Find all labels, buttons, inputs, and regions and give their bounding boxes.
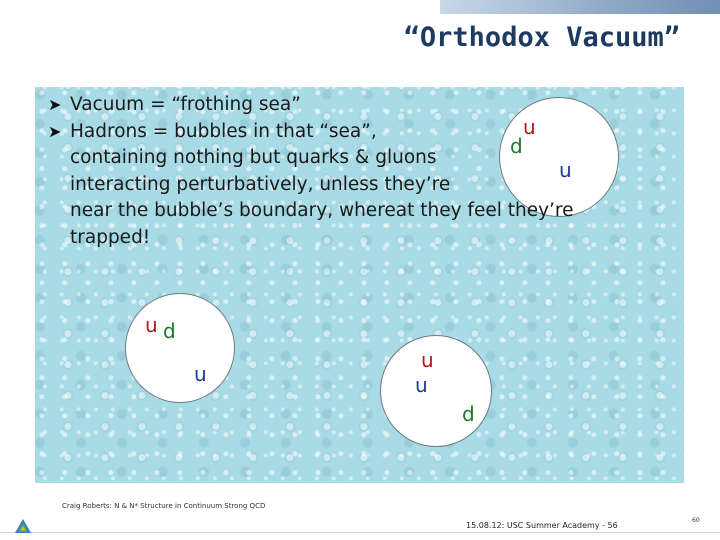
bullet-continuation: near the bubble’s boundary, whereat they feel they’re xyxy=(70,200,574,221)
bullet-continuation: interacting perturbatively, unless they’re xyxy=(70,173,451,195)
quark-label: u xyxy=(523,115,536,139)
arrow-bullet-icon: ➤ xyxy=(48,95,62,114)
bullet-item xyxy=(48,92,688,119)
quark-label: u xyxy=(415,373,428,397)
hadron-bubble xyxy=(380,335,492,447)
footer-divider xyxy=(0,532,720,533)
bullet-continuation: containing nothing but quarks & gluons xyxy=(70,147,437,168)
bullet-text: Vacuum = “frothing sea” xyxy=(70,94,301,115)
header-accent-band xyxy=(440,0,720,14)
footer-author: Craig Roberts: N & N* Structure in Continuum Strong QCD xyxy=(62,502,266,510)
quark-label: u xyxy=(421,348,434,372)
quark-label: u xyxy=(559,158,572,182)
quark-label: d xyxy=(163,319,176,343)
quark-label: u xyxy=(145,313,158,337)
page-number: 60 xyxy=(692,517,700,524)
bullet-continuation: trapped! xyxy=(70,226,151,248)
footer-event: 15.08.12: USC Summer Academy - 56 xyxy=(466,521,618,530)
quark-label: d xyxy=(462,402,475,426)
arrow-bullet-icon: ➤ xyxy=(48,121,62,141)
bullet-item xyxy=(48,115,688,146)
bullet-text: Hadrons = bubbles in that “sea”, xyxy=(70,120,377,142)
bullet-list xyxy=(48,92,688,251)
institution-logo-icon xyxy=(14,518,32,534)
quark-label: d xyxy=(510,134,523,158)
slide-title: “Orthodox Vacuum” xyxy=(403,22,680,53)
quark-label: u xyxy=(194,362,207,386)
hadron-bubble xyxy=(125,293,235,403)
